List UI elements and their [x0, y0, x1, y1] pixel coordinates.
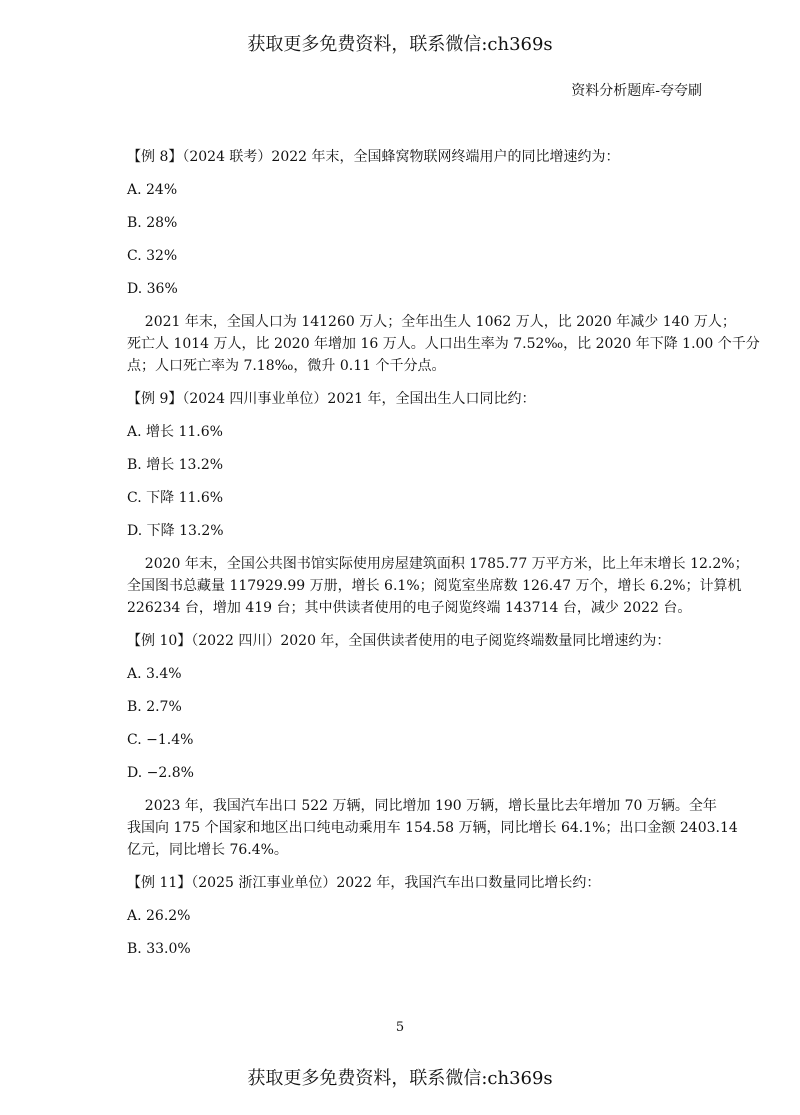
header-subtitle: 资料分析题库-夸夸刷 [571, 83, 702, 99]
block-spacer [127, 751, 707, 762]
block-spacer [127, 652, 707, 663]
answer-option [127, 487, 707, 509]
answer-option [127, 520, 707, 542]
answer-option [127, 663, 707, 685]
block-spacer [127, 201, 707, 212]
block-spacer [127, 619, 707, 630]
block-spacer [127, 168, 707, 179]
text-line: A. 3.4% [127, 666, 182, 682]
block-spacer [127, 784, 707, 795]
block-spacer [127, 267, 707, 278]
data-paragraph [127, 311, 760, 377]
text-line: B. 33.0% [127, 941, 191, 957]
block-spacer [127, 300, 707, 311]
answer-option [127, 729, 707, 751]
block-spacer [127, 718, 707, 729]
answer-option [127, 278, 707, 300]
text-line: C. 下降 11.6% [127, 490, 224, 506]
text-line: D. 36% [127, 281, 178, 297]
text-line: 226234 台，增加 419 台；其中供读者使用的电子阅览终端 143714 台，减少 2022 台。 [127, 600, 692, 616]
answer-option [127, 938, 707, 960]
block-spacer [127, 509, 707, 520]
text-line: 点；人口死亡率为 7.18‰，微升 0.11 个千分点。 [127, 358, 446, 374]
text-line: 我国向 175 个国家和地区出口纯电动乘用车 154.58 万辆，同比增长 64.1%；出口金额 2403.14 [127, 820, 738, 836]
question-stem [127, 630, 707, 652]
text-line: B. 28% [127, 215, 178, 231]
text-line: 2020 年末，全国公共图书馆实际使用房屋建筑面积 1785.77 万平方米，比上年末增长 12.2%； [127, 556, 749, 572]
block-spacer [127, 542, 707, 553]
top-banner: 获取更多免费资料，联系微信:ch369s [247, 34, 553, 55]
document-body [127, 146, 760, 960]
block-spacer [127, 685, 707, 696]
answer-option [127, 421, 707, 443]
text-line: 2021 年末，全国人口为 141260 万人；全年出生人 1062 万人，比 2020 年减少 140 万人； [127, 314, 736, 330]
page-number: 5 [395, 1020, 405, 1035]
text-line: 2023 年，我国汽车出口 522 万辆，同比增加 190 万辆，增长量比去年增加 70 万辆。全年 [127, 798, 717, 814]
answer-option [127, 245, 707, 267]
answer-option [127, 696, 707, 718]
text-line: 全国图书总藏量 117929.99 万册，增长 6.1%；阅览室坐席数 126.47 万个，增长 6.2%；计算机 [127, 578, 742, 594]
data-paragraph [127, 795, 738, 861]
block-spacer [127, 861, 707, 872]
answer-option [127, 179, 707, 201]
bottom-banner: 获取更多免费资料，联系微信:ch369s [247, 1068, 553, 1089]
text-line: 【例 8】（2024 联考）2022 年末，全国蜂窝物联网终端用户的同比增速约为： [127, 149, 620, 165]
block-spacer [127, 443, 707, 454]
block-spacer [127, 234, 707, 245]
answer-option [127, 212, 707, 234]
text-line: 【例 10】（2022 四川）2020 年，全国供读者使用的电子阅览终端数量同比增速约为： [127, 633, 671, 649]
text-line: B. 2.7% [127, 699, 182, 715]
text-line: A. 24% [127, 182, 178, 198]
answer-option [127, 454, 707, 476]
text-line: 【例 9】（2024 四川事业单位）2021 年，全国出生人口同比约： [127, 391, 536, 407]
block-spacer [127, 377, 707, 388]
text-line: 死亡人 1014 万人，比 2020 年增加 16 万人。人口出生率为 7.52‰，比 2020 年下降 1.00 个千分 [127, 336, 760, 352]
block-spacer [127, 894, 707, 905]
question-stem [127, 146, 707, 168]
text-line: 【例 11】（2025 浙江事业单位）2022 年，我国汽车出口数量同比增长约： [127, 875, 601, 891]
text-line: A. 26.2% [127, 908, 191, 924]
text-line: A. 增长 11.6% [127, 424, 223, 440]
text-line: B. 增长 13.2% [127, 457, 224, 473]
question-stem [127, 872, 707, 894]
answer-option [127, 762, 707, 784]
block-spacer [127, 927, 707, 938]
answer-option [127, 905, 707, 927]
text-line: C. 32% [127, 248, 178, 264]
question-stem [127, 388, 707, 410]
text-line: C. −1.4% [127, 732, 194, 748]
text-line: D. 下降 13.2% [127, 523, 224, 539]
data-paragraph [127, 553, 749, 619]
block-spacer [127, 476, 707, 487]
text-line: 亿元，同比增长 76.4%。 [127, 842, 288, 858]
block-spacer [127, 410, 707, 421]
text-line: D. −2.8% [127, 765, 194, 781]
